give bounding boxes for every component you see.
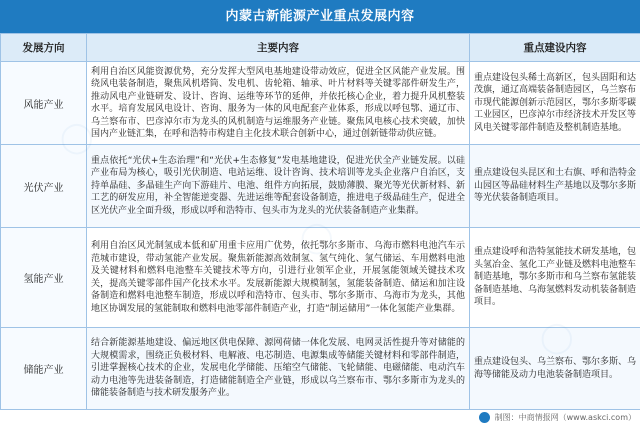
watermark: ◯ [300, 220, 334, 255]
table-row-storage [1, 328, 640, 410]
development-table [0, 33, 640, 410]
main-content-cell: 结合新能源基地建设、偏远地区供电保障、源网荷储一体化发展、电网灵活性提升等对储能的大规模需求，围绕正负极材料、电解液、电芯制造、电源集成等储能关键材料和零部件制造，引进掌握核心技术的企业，发展电化学储能、压缩空气储能、飞轮储能、电磁储能、电动汽车动力电池等先进装备制造，打造储能制造全产业链，形成以乌兰察布市、鄂尔多斯市为龙头的储能装备制造与技术研发服务产业。 [87, 328, 470, 410]
direction-cell: 储能产业 [1, 328, 87, 410]
direction-cell: 光伏产业 [1, 145, 87, 228]
main-content-cell: 利用自治区风能资源优势，充分发挥大型风电基地建设带动效应，促进全区风能产业发展。围绕风电装备制造，聚焦风机塔筒、发电机、齿轮箱、轴承、叶片材料等关键零部件研发生产，推动风电产业链研发、设计、咨询、运维等环节的延伸，并依托核心企业，着力提升风机整装水平。培育发展风电设计、咨询、服务为一体的风电配套产业体系，形成以呼包鄂、通辽市、乌兰察布市、巴彦淖尔市为龙头的风机制造与运维服务产业链。聚焦风电核心技术突破，加快国内产业链汇集，在呼和浩特市构建自主化技术联合创新中心，通过创新链带动供应链。 [87, 62, 470, 145]
direction-cell: 氢能产业 [1, 228, 87, 328]
table-row-wind [1, 62, 640, 145]
key-content-cell: 重点建设包头、乌兰察布、鄂尔多斯、乌海等储能及动力电池装备制造项目。 [470, 328, 640, 410]
header-direction: 发展方向 [1, 34, 87, 62]
key-content-cell: 重点建设包头稀土高新区，包头固阳和达茂旗，通辽高端装备制造园区，乌兰察布市现代能源创新示范园区，鄂尔多斯零碳工业园区，巴彦淖尔市经济技术开发区等风电关键零部件制造及整机制造基地。 [470, 62, 640, 145]
table-row-hydrogen [1, 228, 640, 328]
page-title: 内蒙古新能源产业重点发展内容 [0, 0, 640, 33]
footer-source [0, 410, 636, 425]
key-content-cell: 重点建设包头昆区和土右旗、呼和浩特金山园区等晶硅材料生产基地以及鄂尔多斯等光伏装备制造项目。 [470, 145, 640, 228]
source-text: 制图：中商情报网（www.askci.com） [494, 413, 636, 422]
main-content-cell: 利用自治区风光制氢成本低和矿用重卡应用广优势，依托鄂尔多斯市、乌海市燃料电池汽车示范城市建设，带动氢能产业发展。聚焦新能源高效制氢、氢气纯化、氢气储运、车用燃料电池及关键材料和燃料电池整车关键技术等方向，引进行业领军企业，开展氢能领域关键技术攻关，提高关键零部件国产化技术水平。发展新能源大规模制氢，氢能装备制造、储运和加注设备制造和燃料电池整车制造，形成以呼和浩特市、包头市、鄂尔多斯市、乌海市为龙头，其他地区协调发展的氢能制取和燃料电池零部件制造产业，打造“制运储用”一体化氢能产业集群。 [87, 228, 470, 328]
askci-logo-icon [479, 412, 490, 423]
header-main-content: 主要内容 [87, 34, 470, 62]
main-content-cell: 重点依托“光伏+生态治理”和“光伏+生态修复”发电基地建设，促进光伏全产业链发展。以硅产业布局为核心，吸引光伏制造、电站运维、设计咨询、技术培训等龙头企业落户自治区，支持单晶硅、多晶硅生产向下游硅片、电池、组件方向拓展，鼓励薄膜、聚光等光伏新材料、新工艺的研发应用，补全智能逆变器、先进运维等配套设备制造，推进电子级晶硅生产，促进全区光伏产业全面升级，形成以呼和浩特市、包头市为龙头的光伏装备制造产业集群。 [87, 145, 470, 228]
key-content-cell: 重点建设呼和浩特氢能技术研发基地，包头氢冶金、氢化工产业链及燃料电池整车制造基地，鄂尔多斯市和乌兰察布氢能装备制造基地、乌海氢燃料发动机装备制造项目。 [470, 228, 640, 328]
table-header-row [1, 34, 640, 62]
header-key-content: 重点建设内容 [470, 34, 640, 62]
direction-cell: 风能产业 [1, 62, 87, 145]
table-row-pv [1, 145, 640, 228]
